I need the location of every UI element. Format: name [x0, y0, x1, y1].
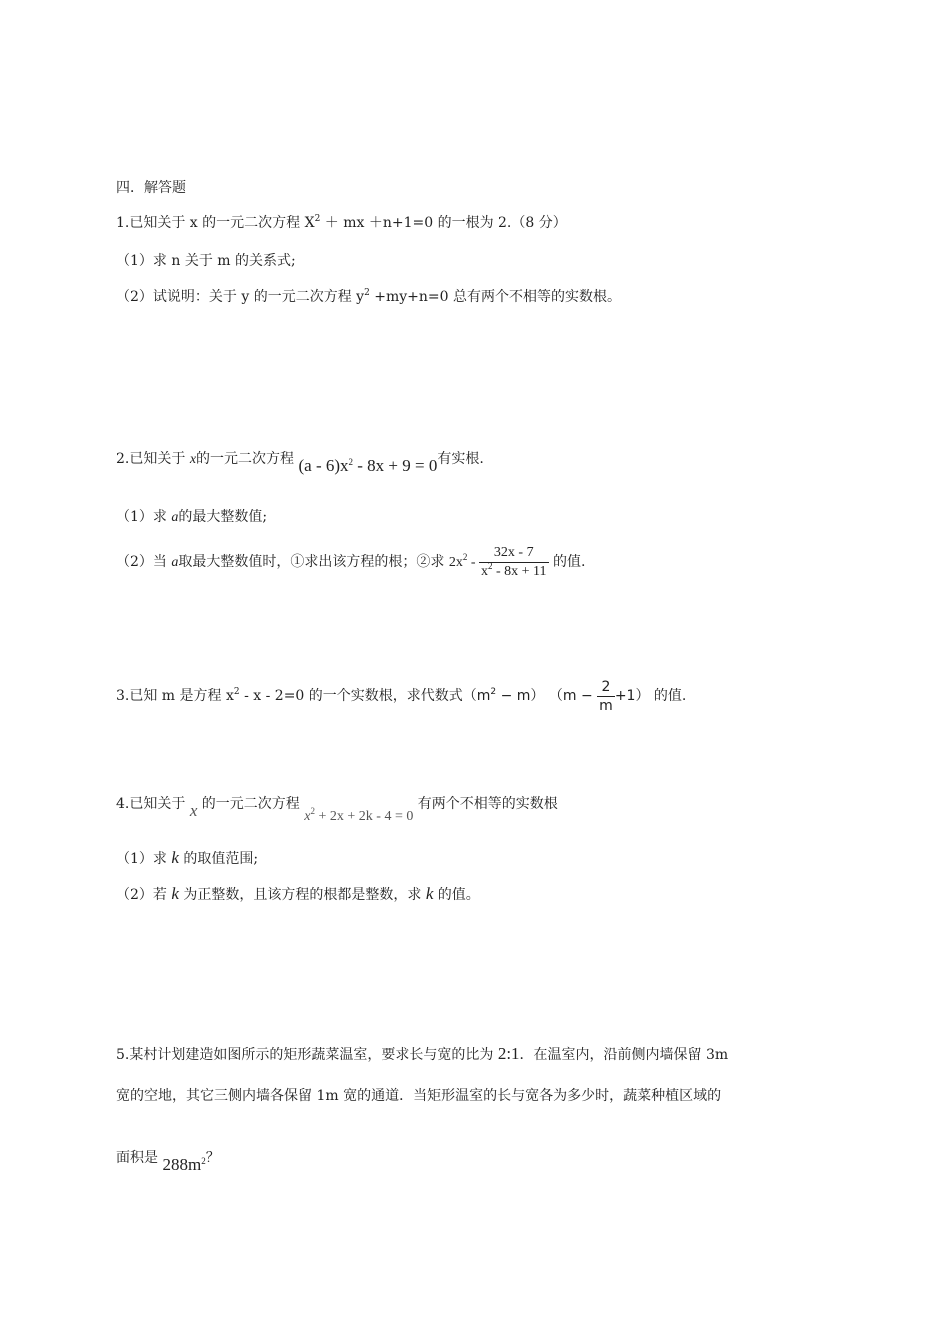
q2-sub1-b: 的最大整数值; — [178, 509, 268, 525]
question-5-line-2: 宽的空地，其它三侧内墙各保留 1m 宽的通道．当矩形温室的长与宽各为多少时，蔬菜种植区域的 — [116, 1088, 722, 1104]
q4-var: x — [189, 801, 198, 820]
q4-sub2-var: k — [171, 884, 179, 903]
q3-p1-sup: 2 — [490, 687, 497, 697]
q2-prefix: 2.已知关于 — [116, 451, 190, 467]
q5-text-a: 5.某村计划建造如图所示的矩形蔬菜温室，要求长与宽的比为 — [116, 1047, 498, 1063]
q4-sub1-b: 的取值范围; — [178, 851, 259, 867]
q4-sub1-var: k — [171, 848, 179, 867]
q4-eq-b: + 2x + 2k - 4 = 0 — [314, 809, 414, 824]
q3-part-2 — [548, 678, 650, 714]
q2-suffix: 有实根. — [437, 451, 484, 467]
q4-equation — [304, 806, 414, 824]
q4-prefix: 4.已知关于 — [116, 796, 190, 812]
q3-p2-b: +1） — [614, 688, 650, 704]
q4-eq-sup: 2 — [310, 806, 315, 816]
q1-text-a: 1.已知关于 x 的一元二次方程 X — [116, 215, 315, 231]
q2-expr-b: - — [467, 555, 479, 570]
q3-p1-a: m — [476, 688, 491, 704]
q3-fraction — [597, 678, 615, 715]
question-4 — [116, 788, 558, 824]
q2-eq-a: (a - 6)x — [298, 456, 349, 475]
q4-sub2-c: 的值。 — [433, 887, 480, 903]
q2-expr-a: 2x — [448, 555, 463, 570]
q2-expr-sup: 2 — [462, 552, 468, 562]
q3-text-b: - x - 2=0 的一个实数根，求代数式（ — [239, 688, 477, 704]
q2-eq-b: - 8x + 9 = 0 — [353, 456, 438, 475]
q4-sub-2 — [116, 884, 480, 905]
q5-area-sup: 2 — [201, 1156, 206, 1166]
q2-eq-sup: 2 — [348, 457, 354, 467]
q2-den-b: - 8x + 11 — [492, 564, 547, 580]
q4-suffix: 有两个不相等的实数根 — [413, 796, 558, 812]
q4-eq-a: x — [304, 809, 311, 824]
q5-line3-a: 面积是 — [116, 1150, 163, 1166]
q2-var: x — [189, 452, 197, 467]
q2-sub2-var: a — [171, 555, 179, 570]
q2-sub1-a: （1）求 — [116, 509, 172, 525]
q2-sub2-b: 取最大整数值时，①求出该方程的根；②求 — [178, 554, 449, 570]
q2-den-a: x — [480, 564, 488, 580]
q2-expression — [448, 545, 549, 580]
q3-sup: 2 — [233, 687, 240, 697]
q1-sub2-text-a: （2）试说明：关于 y 的一元二次方程 y — [116, 289, 365, 305]
q2-frac-num: 32x - 7 — [479, 544, 549, 563]
q2-sub1-var: a — [171, 510, 179, 525]
question-2 — [116, 448, 484, 475]
q2-mid: 的一元二次方程 — [196, 451, 295, 467]
q3-p2-a: （m − — [548, 688, 598, 704]
q3-frac-num: 2 — [597, 678, 615, 697]
q4-sub2-b: 为正整数，且该方程的根都是整数，求 — [178, 887, 426, 903]
q2-frac-den — [479, 563, 549, 581]
question-5-line-1 — [116, 1044, 728, 1065]
q3-part-1 — [477, 688, 545, 704]
q1-text-b: ＋ mx ＋n+1=0 的一根为 2.（8 分） — [320, 215, 567, 231]
question-1 — [116, 213, 567, 233]
q5-text-b: ．在温室内，沿前侧内墙保留 3m — [519, 1047, 729, 1063]
q3-frac-den: m — [599, 697, 613, 714]
q2-sub-2 — [116, 542, 585, 583]
q1-sub-1: （1）求 n 关于 m 的关系式; — [116, 253, 296, 269]
q2-sub2-a: （2）当 — [116, 554, 172, 570]
q1-sup: 2 — [314, 214, 321, 224]
q5-area — [162, 1155, 205, 1174]
q4-sub-1 — [116, 848, 258, 869]
question-5-line-3 — [116, 1142, 220, 1173]
q5-line3-b: ？ — [205, 1150, 220, 1166]
q2-sub-1 — [116, 507, 267, 528]
q4-mid: 的一元二次方程 — [197, 796, 305, 812]
q5-ratio: 2:1 — [497, 1044, 520, 1063]
q2-den-sup: 2 — [487, 561, 493, 572]
q1-sub2-text-b: +my+n=0 总有两个不相等的实数根。 — [369, 289, 622, 305]
q3-p1-b: − m） — [496, 688, 545, 704]
q4-sub1-a: （1）求 — [116, 851, 172, 867]
q3-text-a: 3.已知 m 是方程 x — [116, 688, 234, 704]
q4-sub2-a: （2）若 — [116, 887, 172, 903]
q1-sub-2 — [116, 287, 621, 307]
q4-sub2-var2: k — [425, 884, 434, 903]
q5-area-value: 288m — [162, 1155, 202, 1174]
question-3 — [116, 676, 686, 716]
q2-fraction — [479, 544, 549, 581]
q2-sub2-c: 的值. — [548, 554, 586, 570]
q2-equation — [298, 456, 437, 475]
section-title: 四．解答题 — [116, 180, 186, 196]
q3-text-c: 的值. — [649, 688, 687, 704]
q1-sub2-sup: 2 — [364, 288, 370, 298]
